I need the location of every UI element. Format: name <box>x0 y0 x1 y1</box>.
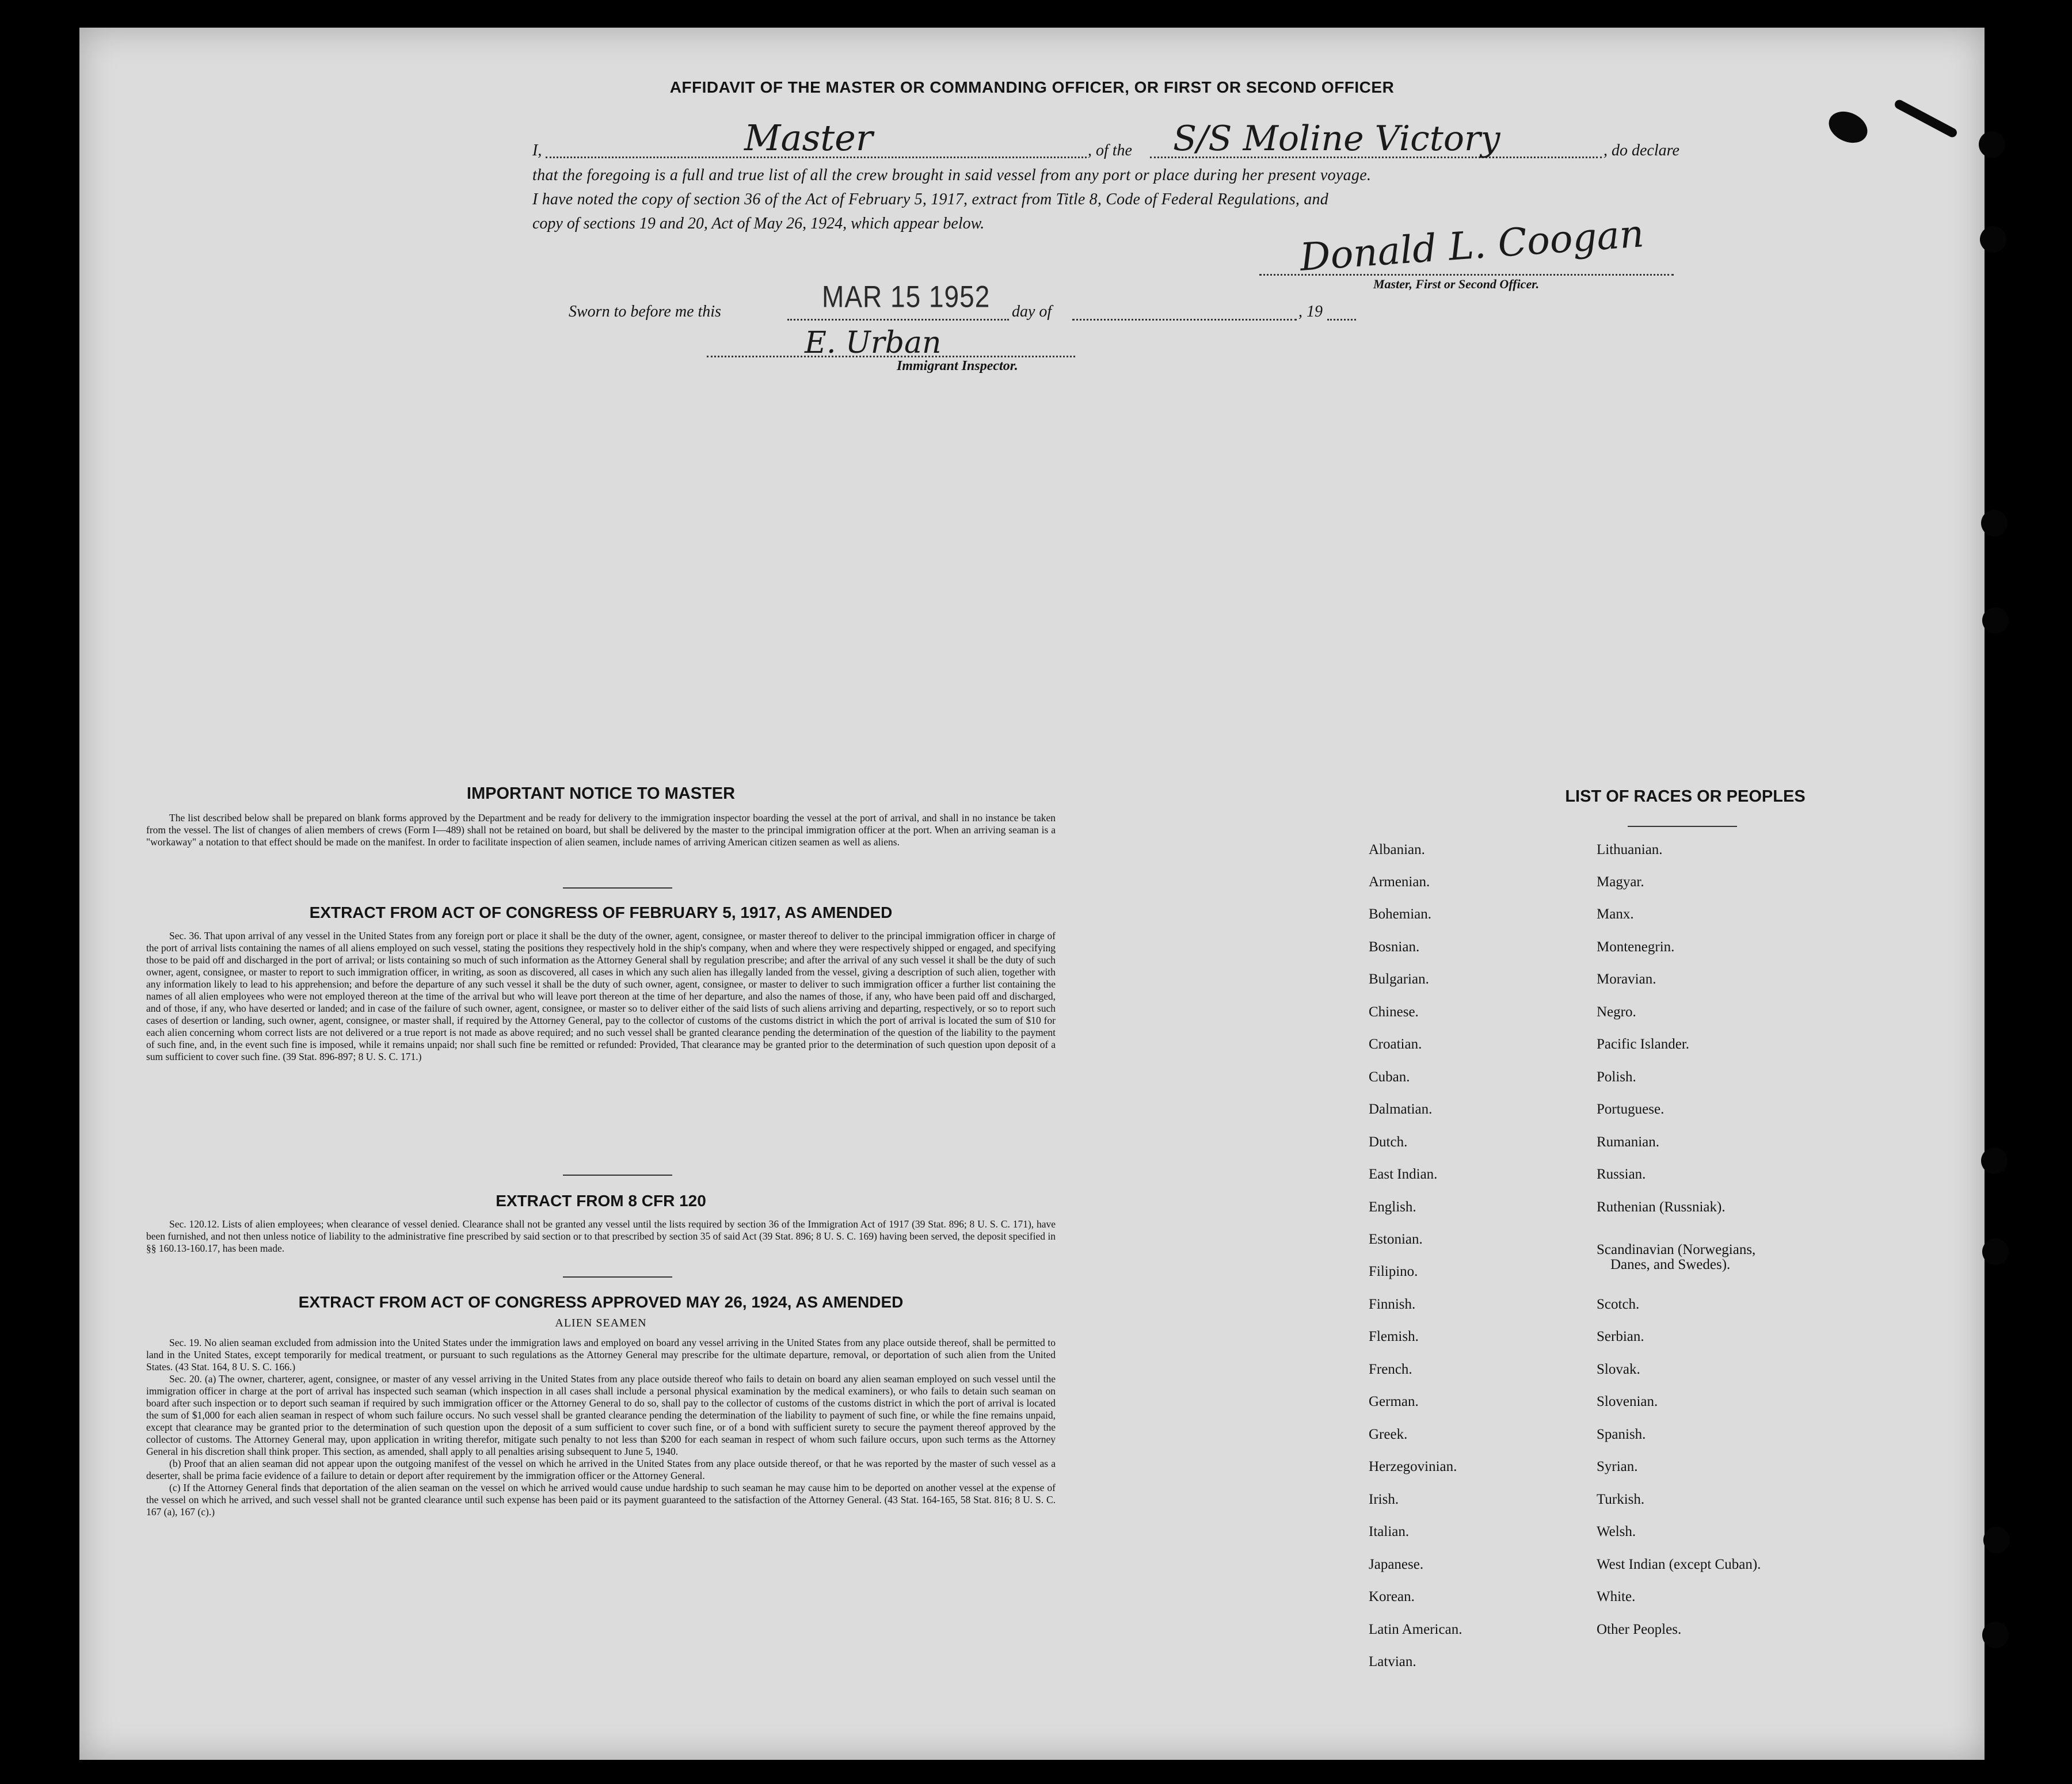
punch-hole <box>1980 226 2006 253</box>
race-item: Bosnian. <box>1369 939 1420 955</box>
affidavit-i-label: I, <box>532 142 542 159</box>
race-item: French. <box>1369 1362 1412 1377</box>
race-item: Cuban. <box>1369 1069 1410 1085</box>
signature-line <box>1259 274 1674 276</box>
punch-hole <box>1983 1527 2010 1553</box>
sworn-day-line <box>787 319 1009 321</box>
race-item: Italian. <box>1369 1524 1410 1539</box>
race-item: Welsh. <box>1597 1524 1636 1539</box>
race-item: Scandinavian (Norwegians, <box>1597 1242 1756 1257</box>
race-item: Greek. <box>1369 1427 1408 1442</box>
race-item: Moravian. <box>1597 971 1656 987</box>
punch-hole <box>1981 1148 2008 1174</box>
race-item: Estonian. <box>1369 1232 1423 1247</box>
race-item: German. <box>1369 1394 1419 1409</box>
race-item: Albanian. <box>1369 842 1425 857</box>
punch-hole <box>1982 1622 2009 1648</box>
race-item: Latvian. <box>1369 1654 1416 1669</box>
race-item: Flemish. <box>1369 1329 1419 1344</box>
race-item: Russian. <box>1597 1167 1646 1182</box>
extract-1924-paragraph: Sec. 19. No alien seaman excluded from admission into the United States under the immigration laws and employed on board any vessel arriving in the United States from any place outside thereof, shall be permitted to land in the United States, except temporarily for medical treatment, or pursuant to such regulations as the Attorney General may prescribe for the ultimate departure, removal, or deportation of such alien from the United States. (43 Stat. 164, 8 U. S. C. 166.) <box>146 1337 1056 1373</box>
races-heading: LIST OF RACES OR PEOPLES <box>1565 787 1806 806</box>
extract-1917-heading: EXTRACT FROM ACT OF CONGRESS OF FEBRUARY 5, 1917, AS AMENDED <box>309 904 893 921</box>
ink-blot <box>1824 106 1873 149</box>
extract-cfr-text <box>146 1218 1056 1255</box>
race-item: Bohemian. <box>1369 906 1432 922</box>
affidavit-line-4: copy of sections 19 and 20, Act of May 26, 1924, which appear below. <box>532 215 985 232</box>
race-item: Herzegovinian. <box>1369 1459 1457 1474</box>
sworn-label: Sworn to before me this <box>569 303 721 321</box>
signature-caption: Master, First or Second Officer. <box>1373 277 1540 291</box>
affidavit-line-3: I have noted the copy of section 36 of the Act of February 5, 1917, extract from Title 8, Code of Federal Regulations, and <box>532 190 1328 208</box>
race-item: Pacific Islander. <box>1597 1036 1690 1052</box>
race-item: Montenegrin. <box>1597 939 1675 955</box>
sworn-month-line <box>1072 319 1297 321</box>
inspector-caption: Immigrant Inspector. <box>897 359 1018 373</box>
extract-1924-subheading: ALIEN SEAMEN <box>555 1317 647 1329</box>
race-item: Danes, and Swedes). <box>1610 1257 1731 1272</box>
of-the-label: , of the <box>1088 142 1132 159</box>
affidavit-title: AFFIDAVIT OF THE MASTER OR COMMANDING OFFICER, OR FIRST OR SECOND OFFICER <box>669 78 1395 96</box>
race-item: Slovenian. <box>1597 1394 1658 1409</box>
race-item: Scotch. <box>1597 1297 1640 1312</box>
vessel-handwritten: S/S Moline Victory <box>1173 119 1500 159</box>
race-item: Croatian. <box>1369 1036 1422 1052</box>
divider <box>1628 826 1737 827</box>
extract-1917-paragraph: Sec. 36. That upon arrival of any vessel in the United States from any foreign port or place it shall be the duty of the owner, agent, consignee, or master thereof to deliver to the principal immigration officer in charge of the port of arrival lists containing the names of all aliens employed on such vessel, stating the positions they respectively hold in the ship's company, when and where they were respectively shipped or engaged, and specifying those to be paid off and discharged in the port of arrival; or lists containing so much of such information as the Attorney General shall by regulation prescribe; and after the arrival of any such vessel it shall be the duty of such owner, agent, consignee, or master to report to such immigration officer, in writing, as soon as discovered, all cases in which any such alien has illegally landed from the vessel, giving a description of such alien, together with any information likely to lead to his apprehension; and before the departure of any such vessel it shall be the duty of such owner, agent, consignee, or master to deliver to such immigration officer a further list containing the names of all alien employees who were not employed thereon at the time of the arrival but who will leave port thereon at the time of her departure, and also the names of those, if any, who have been paid off and discharged, and of those, if any, who have deserted or landed; and in case of the failure of such owner, agent, consignee, or master so to deliver either of the said lists of such aliens arriving and departing, respectively, or so to report such cases of desertion or landing, such owner, agent, consignee, or master shall, if required by the Attorney General, pay to the collector of customs of the customs district in which the port of arrival is located the sum of $10 for each alien concerning whom correct lists are not delivered or a true report is not made as above required; and no such vessel shall be granted clearance pending the determination of the question of the liability to the payment of such fine, and, in the event such fine is imposed, while it remains unpaid; nor shall such fine be remitted or refunded: Provided, That clearance may be granted prior to the determination of such question upon deposit of a sum sufficient to cover such fine. (39 Stat. 896-897; 8 U. S. C. 171.) <box>146 930 1056 1062</box>
extract-cfr-paragraph: Sec. 120.12. Lists of alien employees; when clearance of vessel denied. Clearance shall not be granted any vessel until the lists required by section 36 of the Immigration Act of 1917 (39 Stat. 896; 8 U. S. C. 171), have been furnished, and not then unless notice of liability to the administrative fine prescribed by said section or to that prescribed by section 35 of said Act (39 Stat. 896; 8 U. S. C. 169) having been served, the deposit specified in §§ 160.13-160.17, has been made. <box>146 1218 1056 1254</box>
extract-1917-text <box>146 930 1056 1063</box>
race-item: East Indian. <box>1369 1167 1438 1182</box>
punch-hole <box>1981 510 2008 536</box>
ink-mark <box>1893 98 1958 139</box>
race-item: Ruthenian (Russniak). <box>1597 1199 1726 1215</box>
race-item: Filipino. <box>1369 1264 1418 1279</box>
master-signature: Donald L. Coogan <box>1298 211 1646 280</box>
rank-handwritten: Master <box>744 117 873 159</box>
race-item: Lithuanian. <box>1597 842 1663 857</box>
extract-cfr-heading: EXTRACT FROM 8 CFR 120 <box>496 1192 706 1210</box>
race-item: Dutch. <box>1369 1134 1408 1150</box>
race-item: Korean. <box>1369 1589 1415 1604</box>
punch-hole <box>1982 1238 2009 1265</box>
race-item: Turkish. <box>1597 1492 1645 1507</box>
date-stamp: MAR 15 1952 <box>822 279 991 314</box>
punch-hole <box>1979 131 2005 158</box>
divider <box>563 887 672 889</box>
punch-hole <box>1982 607 2009 634</box>
race-item: Spanish. <box>1597 1427 1646 1442</box>
affidavit-line-2: that the foregoing is a full and true list of all the crew brought in said vessel from any port or place during her present voyage. <box>532 166 1372 184</box>
race-item: Irish. <box>1369 1492 1399 1507</box>
race-item: White. <box>1597 1589 1636 1604</box>
race-item: Other Peoples. <box>1597 1622 1682 1637</box>
document-page <box>79 28 1985 1760</box>
race-item: Portuguese. <box>1597 1101 1665 1117</box>
race-item: Polish. <box>1597 1069 1636 1085</box>
extract-1924-paragraph: Sec. 20. (a) The owner, charterer, agent, consignee, or master of any vessel arriving in the United States from any place outside thereof who fails to detain on board any alien seaman employed on such vessel until the immigration officer in charge at the port of arrival has inspected such seaman (which inspection in all cases shall include a personal physical examination by the medical examiners), or who fails to detain such seaman on board after such inspection or to deport such seaman if required by such immigration officer or the Attorney General to do so, shall pay to the collector of customs of the customs district in which the port of arrival is located the sum of $1,000 for each alien seaman in respect of whom such failure occurs. No such vessel shall be granted clearance pending the determination of the liability to payment of such fine, or while the fine remains unpaid, except that clearance may be granted prior to the determination of such question upon the deposit of a sum sufficient to cover such fine, or of a bond with sufficient surety to secure the payment thereof approved by the collector of customs. The Attorney General may, upon application in writing therefor, mitigate such penalty to not less than $200 for each seaman in respect of whom such failure occurs, upon such terms as the Attorney General in his discretion shall think proper. This section, as amended, shall apply to all penalties arising subsequent to June 5, 1940. <box>146 1373 1056 1457</box>
race-item: Dalmatian. <box>1369 1101 1433 1117</box>
inspector-line <box>707 356 1075 357</box>
race-item: West Indian (except Cuban). <box>1597 1557 1761 1572</box>
race-item: Rumanian. <box>1597 1134 1660 1150</box>
do-declare-label: , do declare <box>1603 142 1679 159</box>
race-item: English. <box>1369 1199 1416 1215</box>
divider <box>563 1175 672 1176</box>
sworn-year-line <box>1327 319 1356 321</box>
day-of-label: day of <box>1012 303 1052 321</box>
extract-1924-paragraph: (b) Proof that an alien seaman did not appear upon the outgoing manifest of the vessel on which he arrived in the United States from any place outside thereof, or that he was reported by the master of such vessel as a deserter, shall be prima facie evidence of a failure to detain or deport after requirement by the immigration officer or the Attorney General. <box>146 1458 1056 1481</box>
notice-paragraph: The list described below shall be prepared on blank forms approved by the Department and be ready for delivery to the immigration inspector boarding the vessel at the port of arrival, and shall in no instance be taken from the vessel. The list of changes of alien members of crews (Form I—489) shall not be retained on board, but shall be delivered by the master to the principal immigration officer at the port. When an arriving seaman is a "workaway" a notation to that effect should be made on the manifest. In order to facilitate inspection of alien seamen, include names of arriving American citizen seamen as well as aliens. <box>146 812 1056 848</box>
inspector-signature: E. Urban <box>805 326 942 360</box>
race-item: Syrian. <box>1597 1459 1638 1474</box>
year-label: , 19 <box>1298 303 1323 321</box>
divider <box>563 1276 672 1278</box>
race-item: Slovak. <box>1597 1362 1640 1377</box>
race-item: Japanese. <box>1369 1557 1424 1572</box>
race-item: Armenian. <box>1369 874 1430 890</box>
race-item: Manx. <box>1597 906 1634 922</box>
race-item: Bulgarian. <box>1369 971 1429 987</box>
race-item: Chinese. <box>1369 1004 1419 1020</box>
notice-text <box>146 812 1056 848</box>
race-item: Latin American. <box>1369 1622 1462 1637</box>
race-item: Finnish. <box>1369 1297 1416 1312</box>
race-item: Magyar. <box>1597 874 1644 890</box>
race-item: Serbian. <box>1597 1329 1644 1344</box>
race-item: Negro. <box>1597 1004 1636 1020</box>
notice-heading: IMPORTANT NOTICE TO MASTER <box>466 784 736 803</box>
extract-1924-paragraph: (c) If the Attorney General finds that deportation of the alien seaman on the vessel on which he arrived would cause undue hardship to such seaman he may cause him to be deported on another vessel at the expense of the vessel on which he arrived, and such vessel shall not be granted clearance until such expense has been paid or its payment guaranteed to the satisfaction of the Attorney General. (43 Stat. 164-165, 58 Stat. 816; 8 U. S. C. 167 (a), 167 (c).) <box>146 1482 1056 1518</box>
extract-1924-heading: EXTRACT FROM ACT OF CONGRESS APPROVED MAY 26, 1924, AS AMENDED <box>298 1293 904 1311</box>
extract-1924-text <box>146 1337 1056 1518</box>
